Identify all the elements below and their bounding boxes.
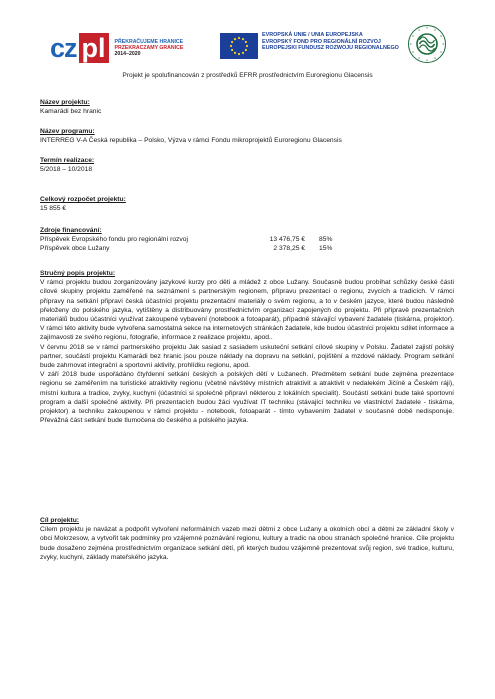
funding-percent: 85% (319, 236, 333, 244)
description-paragraph: V červnu 2018 se v rámci partnerského projektu Jak sasiad z sasiadem uskuteční setkání cílové skupiny v Polsku. Žadatel zajistí polský partner, součástí projektu Kamarádi bez hranic jsou pouze náklady na dopravu na setkání, pojištění a mzdové náklady. Program setkání bude zahrnovat integrační a sportovní aktivity, prohlídku regionu, apod. (40, 343, 454, 370)
czpl-logo-text (115, 39, 184, 58)
budget-value: 15 855 € (40, 205, 67, 213)
budget-section (40, 195, 454, 213)
czpl-pl-letters: pl (79, 33, 109, 63)
project-name-heading: Název projektu: (40, 99, 90, 106)
description-section (40, 269, 454, 425)
budget-heading: Celkový rozpočet projektu: (40, 196, 126, 203)
czpl-line1: PŘEKRAČUJEME HRANICE (114, 38, 184, 45)
czpl-programme-logo (50, 30, 183, 66)
czpl-cz-letters: cz (50, 32, 77, 63)
czpl-line2: PRZEKRACZAMY GRANICE (114, 44, 184, 51)
project-name-section (40, 98, 454, 116)
funding-section (40, 226, 454, 254)
eu-line3: EUROPEJSKI FUNDUSZ ROZWOJU REGIONALNEGO (262, 45, 399, 52)
cofinancing-note: Projekt je spolufinancován z prostředků EFRR prostřednictvím Euroregionu Glacensis (122, 72, 373, 79)
funding-amount: 2 378,25 € (273, 245, 305, 253)
funding-heading: Zdroje financování: (40, 227, 102, 234)
implementation-heading: Termín realizace: (40, 157, 95, 164)
program-name-heading: Název programu: (40, 128, 95, 135)
funding-amount: 13 476,75 € (269, 236, 305, 244)
euroregion-glacensis-logo (407, 24, 447, 64)
funding-label: Příspěvek Evropského fondu pro regionální rozvoj (40, 236, 188, 244)
czpl-logo-mark (50, 33, 109, 63)
goal-heading: Cíl projektu: (40, 517, 80, 524)
funding-percent: 15% (319, 245, 333, 253)
eu-flag-icon (220, 33, 258, 59)
program-name-section (40, 127, 454, 145)
czpl-line3: 2014–2020 (114, 51, 141, 58)
funding-row (40, 244, 454, 253)
implementation-value: 5/2018 – 10/2018 (40, 166, 93, 174)
eu-line2: EVROPSKÝ FOND PRO REGIONÁLNÍ ROZVOJ (262, 38, 381, 45)
implementation-section (40, 156, 454, 174)
goal-section (40, 516, 454, 562)
eu-fund-text (262, 32, 399, 52)
eu-line1: EVROPSKÁ UNIE / UNIA EUROPEJSKA (262, 32, 363, 38)
funding-row (40, 235, 454, 244)
description-heading: Stručný popis projektu: (40, 270, 116, 277)
description-paragraph: V září 2018 bude uspořádáno čtyřdenní setkání českých a polských dětí v Lužanech. Předmětem setkání bude zejména prezentace regionu se zaměřením na turistické atraktivity regionu (včetně návštěvy místních atraktivit a atraktivit v nedalekém Jičíně a Českém ráji), místní kultura a tradice, zvyky, kuchyni (účastníci si společně připraví některou z lokálních specialit). Součástí setkání bude také sportovní program a další společné aktivity. Při prezentacích budou žáci využívat IT techniku (stávající techniku ve vlastnictví žadatele - tiskárna, projektor) a techniku zakoupenou v rámci projektu - notebook, fotoaparát - tímto vybavením žadatel v současné době nedisponuje. Převážná část setkání bude tlumočena do českého a polského jazyka. (40, 371, 454, 425)
program-name-value: INTERREG V-A Česká republika – Polsko, Výzva v rámci Fondu mikroprojektů Euroregionu Glacensis (40, 137, 342, 145)
goal-text: Cílem projektu je navázat a podpořit vytvoření neformálních vazeb mezi dětmi z obce Lužany a okolních obcí a dětmi ze základní školy v obci Mokrzesow, a vytvořit tak podmínky pro vzájemné poznávání regionu, kultury a tradic na obou stranách společné hranice. Cíle projektu bude dosaženo zejména prostřednictvím organizace setkání dětí, při kterých budou vzájemně prezentovat svůj region, své tradice, kulturu, zvyky, kuchyni, základy mateřského jazyka. (40, 526, 454, 561)
description-paragraph: V rámci projektu budou zorganizovány jazykové kurzy pro děti a mládež z obce Lužany. Současně budou probíhat schůzky české části cílové skupiny projektu zaměřené na seznámení s partnerským regionem, přípravu prezentací o regionu, zvycích a tradicích. V rámci přípravy na setkání připraví česká účastníci projektu prezentační materiály o svém regionu, a to v českém jazyce, které budou následně přeloženy do polského jazyka, vytištěny a distribuovány prostřednictvím organizací zapojených do projektu. Při přípravě prezentačních materiálů budou účastníci využívat zakoupené vybavení (notebook a fotoaparát), případně stávající vybavení žadatele (tiskárna, projektor). V rámci této aktivity bude vytvořena samostatná sekce na internetových stránkách žadatele, kde budou účastníci projektu sdílet informace a zajímavosti ze svého regionu, fotografie, informace z realizace projektu, apod.. (40, 279, 454, 342)
project-name-value: Kamarádi bez hranic (40, 108, 102, 116)
funding-label: Příspěvek obce Lužany (40, 245, 110, 253)
